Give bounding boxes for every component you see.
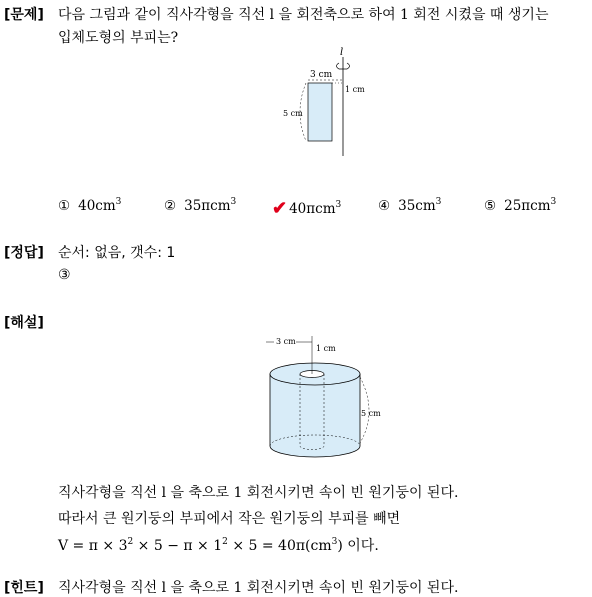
choice-4[interactable]: ④ $35cm^3$ <box>378 197 442 214</box>
problem-text-line1: 다음 그림과 같이 직사각형을 직선 l 을 회전축으로 하여 1 회전 시켰을 때 생기는 <box>58 7 549 23</box>
cylinder-height-label: 5 cm <box>361 409 381 418</box>
inner-radius-label: 1 cm <box>316 344 336 353</box>
width-label: 3 cm <box>310 70 333 80</box>
checkmark-icon: ✔ <box>272 198 288 219</box>
answer-text-line2: ③ <box>58 267 71 283</box>
choice-2[interactable]: ② 35πcm$^3$ <box>164 197 237 214</box>
hint-tag: [힌트] <box>4 580 44 596</box>
gap-label: 1 cm <box>345 85 365 94</box>
hint-text: 직사각형을 직선 l 을 축으로 1 회전시키면 속이 빈 원기둥이 된다. <box>58 580 459 596</box>
explanation-text-line1: 직사각형을 직선 l 을 축으로 1 회전시키면 속이 빈 원기둥이 된다. <box>58 485 459 501</box>
answer-text-line1: 순서: 없음, 갯수: 1 <box>58 245 176 261</box>
problem-text-line2: 입체도형의 부피는? <box>58 30 179 46</box>
choice-5[interactable]: ⑤ 25πcm$^3$ <box>484 197 557 214</box>
choice-3[interactable]: ✔ 40πcm$^3$ <box>272 198 342 219</box>
height-label: 5 cm <box>283 109 303 118</box>
explanation-text-line2: 따라서 큰 원기둥의 부피에서 작은 원기둥의 부피를 빼면 <box>58 511 401 527</box>
explanation-tag: [해설] <box>4 315 44 331</box>
outer-cylinder <box>270 374 360 457</box>
choice-1[interactable]: ① $40cm^3$ <box>58 197 122 214</box>
rectangle-shape <box>308 83 332 141</box>
explanation-formula: $V = \pi \times 3^2 \times 5 - \pi \times 1^2 \times 5 = 40\pi(cm^3)$ 이다. <box>58 537 379 554</box>
outer-radius-label: 3 cm <box>276 337 296 346</box>
answer-tag: [정답] <box>4 245 44 261</box>
problem-tag: [문제] <box>4 7 44 23</box>
problem-figure <box>276 46 366 158</box>
axis-label-l: l <box>340 47 344 58</box>
explanation-figure <box>258 332 388 466</box>
